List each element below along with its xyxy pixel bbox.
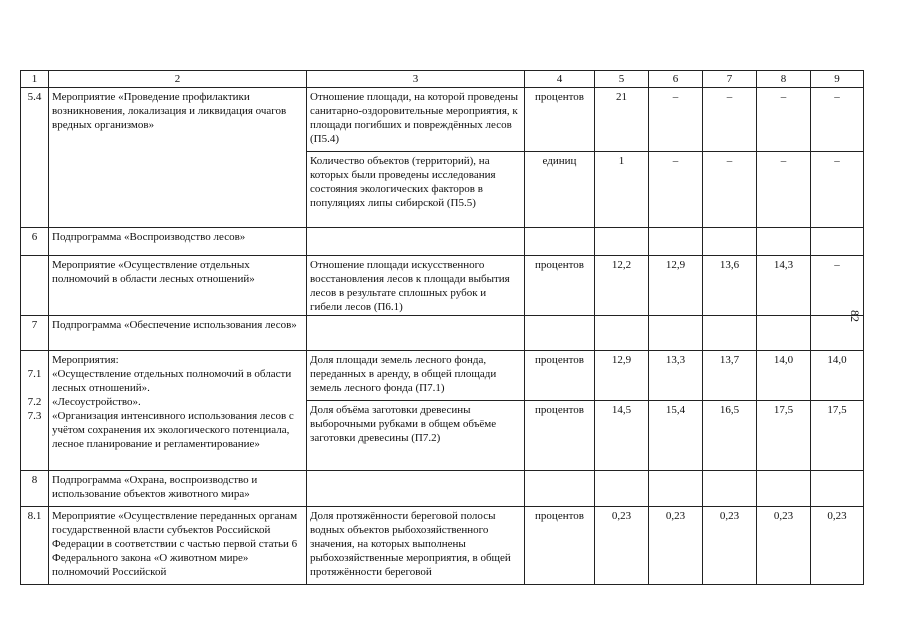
value-cell: 13,7	[703, 351, 757, 401]
table-row	[21, 351, 864, 401]
value-cell: 17,5	[757, 401, 811, 471]
empty-cell	[649, 471, 703, 507]
activity-cell: Мероприятие «Проведение профилактики возникновения, локализация и ликвидация очагов вредных организмов»	[49, 88, 307, 228]
unit-cell: единиц	[525, 152, 595, 228]
value-cell: –	[757, 152, 811, 228]
value-cell: 17,5	[811, 401, 864, 471]
subprogram-title: Подпрограмма «Охрана, воспроизводство и использование объектов животного мира»	[49, 471, 307, 507]
empty-cell	[703, 471, 757, 507]
empty-cell	[307, 228, 525, 256]
indicator-cell: Доля протяжённости береговой полосы водных объектов рыбохозяйственного значения, на которых выполнены рыбохозяйственные мероприятия, в общей протяжённости береговой	[307, 507, 525, 585]
indicator-cell: Отношение площади искусственного восстановления лесов к площади выбытия лесов в результате сплошных рубок и гибели лесов (П6.1)	[307, 256, 525, 316]
value-cell: 0,23	[649, 507, 703, 585]
page-number: 82	[848, 310, 862, 322]
activity-cell: Мероприятие «Осуществление отдельных полномочий в области лесных отношений»	[49, 256, 307, 316]
empty-cell	[307, 316, 525, 351]
activity-item: «Лесоустройство».	[52, 396, 141, 408]
value-cell: 14,0	[757, 351, 811, 401]
indicator-cell: Доля объёма заготовки древесины выборочными рубками в общем объёме заготовки древесины (П7.2)	[307, 401, 525, 471]
empty-cell	[307, 471, 525, 507]
empty-cell	[525, 316, 595, 351]
header-cell: 3	[307, 71, 525, 88]
row-number-7-3: 7.3	[27, 410, 42, 422]
value-cell: 12,2	[595, 256, 649, 316]
value-cell: 12,9	[649, 256, 703, 316]
header-cell: 2	[49, 71, 307, 88]
unit-cell: процентов	[525, 88, 595, 152]
value-cell: 0,23	[595, 507, 649, 585]
row-number: 8	[21, 471, 49, 507]
value-cell: –	[703, 88, 757, 152]
value-cell: 21	[595, 88, 649, 152]
activity-cell	[49, 351, 307, 471]
value-cell: 12,9	[595, 351, 649, 401]
table-row	[21, 507, 864, 585]
row-number	[21, 351, 49, 471]
indicators-table	[20, 70, 864, 585]
unit-cell: процентов	[525, 351, 595, 401]
row-number-7-2: 7.2	[27, 396, 42, 408]
row-number: 6	[21, 228, 49, 256]
table-header-row	[21, 71, 864, 88]
header-cell: 7	[703, 71, 757, 88]
value-cell: 13,6	[703, 256, 757, 316]
subprogram-title: Подпрограмма «Воспроизводство лесов»	[49, 228, 307, 256]
table-row	[21, 471, 864, 507]
empty-cell	[757, 471, 811, 507]
value-cell: 14,5	[595, 401, 649, 471]
value-cell: 14,3	[757, 256, 811, 316]
table-row	[21, 316, 864, 351]
value-cell: 0,23	[703, 507, 757, 585]
unit-cell: процентов	[525, 256, 595, 316]
empty-cell	[811, 228, 864, 256]
empty-cell	[649, 228, 703, 256]
unit-cell: процентов	[525, 507, 595, 585]
indicator-cell: Количество объектов (территорий), на которых были проведены исследования состояния экологических факторов в популяциях липы сибирской (П5.5)	[307, 152, 525, 228]
value-cell: 0,23	[757, 507, 811, 585]
value-cell: –	[811, 256, 864, 316]
header-cell: 1	[21, 71, 49, 88]
value-cell: –	[649, 88, 703, 152]
activity-cell: Мероприятие «Осуществление переданных органам государственной власти субъектов Российской Федерации в соответствии с частью первой статьи 6 Федерального закона «О животном мире» полномочий Российской	[49, 507, 307, 585]
activity-heading: Мероприятия:	[52, 354, 119, 366]
row-number	[21, 256, 49, 316]
row-number: 5.4	[21, 88, 49, 228]
row-number-7-1: 7.1	[27, 368, 42, 380]
header-cell: 5	[595, 71, 649, 88]
activity-item: «Организация интенсивного использования лесов с учётом сохранения их экологического потенциала, лесное планирование и регламентирование»	[52, 410, 294, 450]
empty-cell	[525, 228, 595, 256]
value-cell: 13,3	[649, 351, 703, 401]
empty-cell	[757, 228, 811, 256]
empty-cell	[811, 471, 864, 507]
value-cell: 14,0	[811, 351, 864, 401]
activity-item: «Осуществление отдельных полномочий в области лесных отношений».	[52, 368, 292, 394]
table-row	[21, 228, 864, 256]
value-cell: –	[703, 152, 757, 228]
header-cell: 8	[757, 71, 811, 88]
empty-cell	[649, 316, 703, 351]
unit-cell: процентов	[525, 401, 595, 471]
empty-cell	[703, 316, 757, 351]
header-cell: 6	[649, 71, 703, 88]
header-cell: 4	[525, 71, 595, 88]
header-cell: 9	[811, 71, 864, 88]
value-cell: –	[649, 152, 703, 228]
empty-cell	[595, 471, 649, 507]
subprogram-title: Подпрограмма «Обеспечение использования лесов»	[49, 316, 307, 351]
empty-cell	[595, 228, 649, 256]
value-cell: 0,23	[811, 507, 864, 585]
empty-cell	[703, 228, 757, 256]
indicator-cell: Отношение площади, на которой проведены санитарно-оздоровительные мероприятия, к площади погибших и повреждённых лесов (П5.4)	[307, 88, 525, 152]
empty-cell	[757, 316, 811, 351]
empty-cell	[595, 316, 649, 351]
table-row	[21, 256, 864, 316]
value-cell: 16,5	[703, 401, 757, 471]
value-cell: –	[757, 88, 811, 152]
indicator-cell: Доля площади земель лесного фонда, переданных в аренду, в общей площади земель лесного фонда (П7.1)	[307, 351, 525, 401]
empty-cell	[525, 471, 595, 507]
value-cell: –	[811, 152, 864, 228]
row-number: 7	[21, 316, 49, 351]
table-row	[21, 88, 864, 152]
value-cell: –	[811, 88, 864, 152]
row-number: 8.1	[21, 507, 49, 585]
value-cell: 1	[595, 152, 649, 228]
empty-cell	[811, 316, 864, 351]
value-cell: 15,4	[649, 401, 703, 471]
